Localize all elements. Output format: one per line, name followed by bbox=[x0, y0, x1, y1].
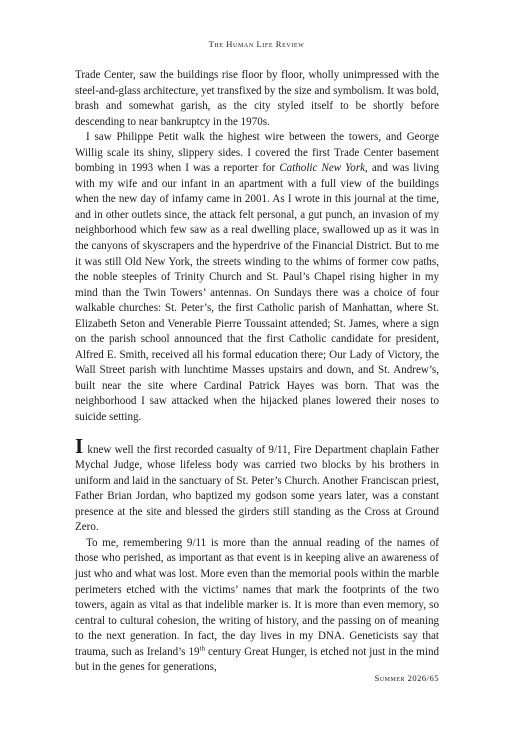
paragraph-3 bbox=[75, 433, 439, 536]
paragraph-1: Trade Center, saw the buildings rise floor by floor, wholly unimpressed with the steel-and-glass architecture, yet transfixed by the size and symbolism. It was bold, brash and somewhat garish, as the city styled itself to be shortly before descending to near bankruptcy in the 1970s. bbox=[75, 69, 439, 128]
paragraph-2-text-a: I saw Philippe Petit walk the highest wire between the towers, and George Willig scale its shiny, slippery sides. I covered the first Trade Center basement bombing in 1993 when I was a reporter for bbox=[75, 131, 439, 175]
paragraph-2 bbox=[75, 130, 439, 425]
publication-title: Catholic New York bbox=[279, 162, 366, 175]
paragraph-2-text-b: , and was living with my wife and our infant in an apartment with a full view of the buildings when the new day of infamy came in 2001. As I wrote in this journal at the time, and in other outlets since, the attack felt personal, a gut punch, an invasion of my neighborhood which few saw as a real dwelling place, swallowed up as it was in the canyons of skyscrapers and the hyperdrive of the Financial District. But to me it was still Old New York, the streets winding to the whims of former cow paths, the noble steeples of Trinity Church and St. Paul’s Chapel rising higher in my mind than the Twin Towers’ antennas. On Sundays there was a choice of four walkable churches: St. Peter’s, the first Catholic parish of Manhattan, where St. Elizabeth Seton and Venerable Pierre Toussaint attended; St. James, where a sign on the parish school announced that the first Catholic candidate for president, Alfred E. Smith, received all his formal education there; Our Lady of Victory, the Wall Street parish with lunchtime Masses upstairs and down, and St. Andrew’s, built near the site where Cardinal Patrick Hayes was born. That was the neighborhood I saw attacked when the hijacked planes lowered their noses to suicide setting. bbox=[75, 162, 439, 424]
paragraph-4 bbox=[75, 536, 439, 676]
page-folio: Summer 2026/65 bbox=[374, 673, 439, 683]
paragraph-4-text-b: century Great Hunger, is etched not just in the mind but in the genes for generations, bbox=[75, 645, 440, 674]
paragraph-4-text-a: To me, remembering 9/11 is more than the annual reading of the names of those who perished, as important as that event is in keeping alive an awareness of just who and what was lost. More even than the memorial pools within the marble perimeters etched with the victims’ names that mark the footprints of the two towers, again as vital as that indelible marker is. It is more than even memory, so central to cultural cohesion, the writing of history, and the passing on of meaning to the next generation. In fact, the day lives in my DNA. Geneticists say that trauma, such as Ireland’s 19 bbox=[75, 536, 439, 658]
paragraph-3-text: knew well the first recorded casualty of 9/11, Fire Department chaplain Father Mychal Judge, whose lifeless body was carried two blocks by his brothers in uniform and laid in the sanctuary of St. Peter’s Church. Another Franciscan priest, Father Brian Jordan, who baptized my godson some years later, was a constant presence at the site and blessed the girders still standing as the Cross at Ground Zero. bbox=[75, 443, 439, 534]
ordinal-superscript: th bbox=[199, 644, 205, 653]
article-body bbox=[75, 68, 439, 676]
section-break bbox=[75, 426, 439, 441]
running-header: The Human Life Review bbox=[208, 39, 305, 49]
drop-cap: I bbox=[75, 433, 84, 458]
